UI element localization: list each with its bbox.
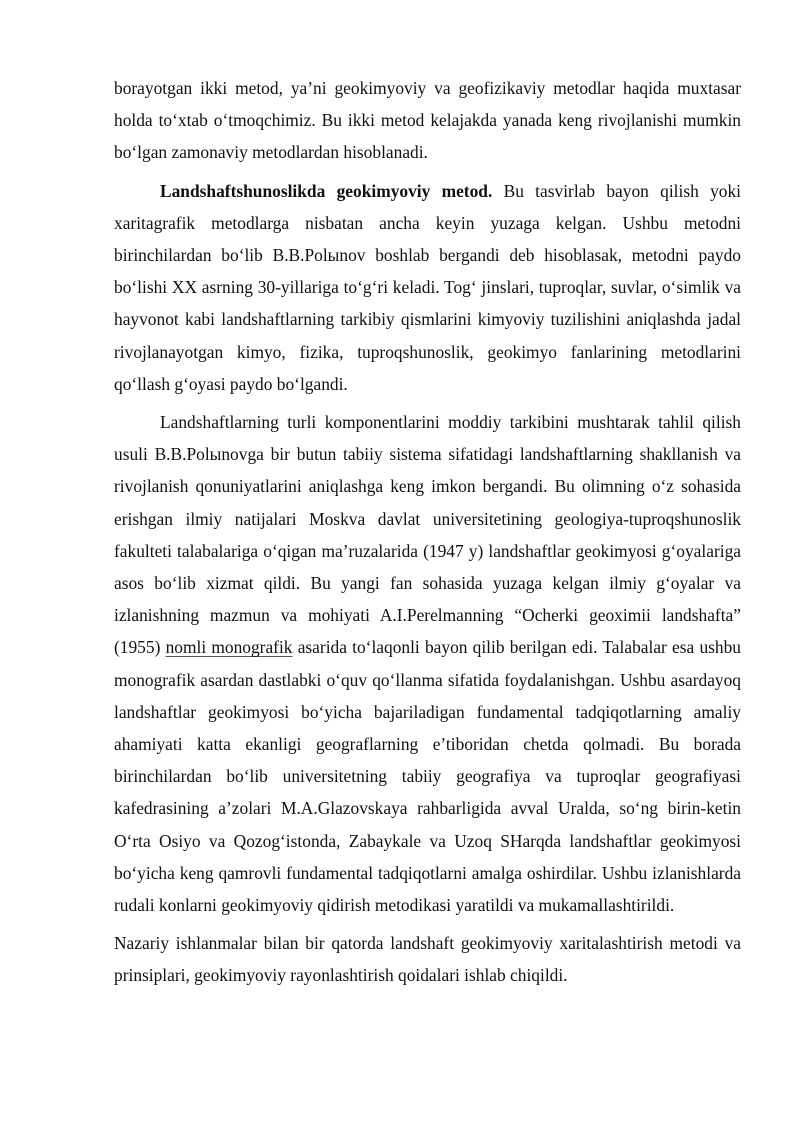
paragraph-landscape-components bbox=[114, 406, 741, 921]
paragraph-theory: Nazariy ishlanmalar bilan bir qatorda landshaft geokimyoviy xaritalashtirish metodi va prinsiplari, geokimyoviy rayonlashtirish qoidalari ishlab chiqildi. bbox=[114, 933, 741, 986]
paragraph-body: asarida to‘laqonli bayon qilib berilgan edi. Talabalar esa ushbu monografik asardan dastlabki o‘quv qo‘llanma sifatida foydalanishgan. Ushbu asardayoq landshaftlar geokimyosi bo‘yicha bajariladigan fundamental tadqiqotlarning amaliy ahamiyati katta ekanligi geograflarning e’tiboridan chetda qolmadi. Bu borada birinchilardan bo‘lib universitetning tabiiy geografiya va tuproqlar geografiyasi kafedrasining a’zolari M.A.Glazovskaya rahbarligida avval Uralda, so‘ng birin-ketin O‘rta Osiyo va Qozog‘istonda, Zabaykale va Uzoq SHarqda landshaftlar geokimyosi bo‘yicha keng qamrovli fundamental tadqiqotlarni amalga oshirdilar. Ushbu izlanishlarda rudali konlarni geokimyoviy qidirish metodikasi yaratildi va mukamallashtirildi. bbox=[114, 637, 741, 916]
paragraph-geochemical-method bbox=[114, 175, 741, 400]
paragraph-body: Bu tasvirlab bayon qilish yoki xaritagrafik metodlarga nisbatan ancha keyin yuzaga kelgan. Ushbu metodni birinchilardan bo‘lib B.B.Polыnov boshlab bergandi deb hisoblasak, metodni paydo bo‘lishi XX asrning 30-yillariga to‘g‘ri keladi. Tog‘ jinslari, tuproqlar, suvlar, o‘simlik va hayvonot kabi landshaftlarning tarkibiy qismlarini kimyoviy tuzilishini aniqlashda jadal rivojlanayotgan kimyo, fizika, tuproqshunoslik, geokimyo fanlarining metodlarini qo‘llash g‘oyasi paydo bo‘lgandi. bbox=[114, 180, 741, 394]
paragraph-intro: borayotgan ikki metod, ya’ni geokimyoviy va geofizikaviy metodlar haqida muxtasar holda to‘xtab o‘tmoqchimiz. Bu ikki metod kelajakda yanada keng rivojlanishi mumkin bo‘lgan zamonaviy metodlardan hisoblanadi. bbox=[114, 78, 741, 163]
document-page bbox=[114, 72, 741, 998]
paragraph-body: Landshaftlarning turli komponentlarini moddiy tarkibini mushtarak tahlil qilish usuli B.B.Polыnovga bir butun tabiiy sistema sifatidagi landshaftlarning shakllanish va rivojlanish qonuniyatlarini aniqlashga keng imkon bergandi. Bu olimning o‘z sohasida erishgan ilmiy natijalari Moskva davlat universitetining geologiya-tuproqshunoslik fakulteti talabalariga o‘qigan ma’ruzalarida (1947 y) landshaftlar geokimyosi g‘oyalariga asos bo‘lib xizmat qildi. Bu yangi fan sohasida yuzaga kelgan ilmiy g‘oyalar va izlanishning mazmun va mohiyati A.I.Perelmanning “Ocherki geoximii landshafta” (1955) bbox=[114, 412, 741, 658]
section-heading: Landshaftshunoslikda geokimyoviy metod. bbox=[160, 180, 493, 201]
underlined-phrase: nomli monografik bbox=[165, 637, 293, 658]
